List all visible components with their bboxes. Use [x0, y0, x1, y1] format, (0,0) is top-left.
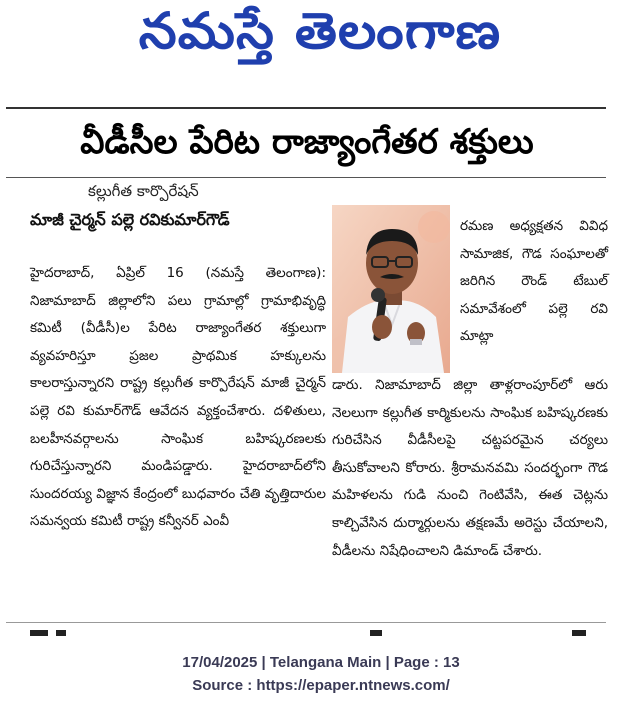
footer-edition-info: 17/04/2025 | Telangana Main | Page : 13 [182, 654, 460, 671]
article-body-column-1: హైదరాబాద్, ఏప్రిల్ 16 (నమస్తే తెలంగాణ): నిజామాబాద్ జిల్లాలోని పలు గ్రామాల్లో గ్రామాభివృద్ధి కమిటీ (వీడీసీ)ల పేరిట రాజ్యాంగేతర శక్తులుగా వ్యవహరిస్తూ ప్రజల ప్రాథమిక హక్కులను కాలరాస్తున్నారని రాష్ట్ర కల్లుగీత కార్పొరేషన్ మాజీ చైర్మన్ పల్లె రవి కుమార్‌గౌడ్ ఆవేదన వ్యక్తంచేశారు. దళితులు, బలహీనవర్గాలను సాంఘిక బహిష్కరణలకు గురిచేస్తున్నారని మండిపడ్డారు. హైదరాబాద్‌లోని సుందరయ్య విజ్ఞాన కేంద్రంలో బుధవారం చేతి వృత్తిదారుల సమన్వయ కమిటీ రాష్ట్ర కన్వీనర్ ఎంవీ [30, 265, 326, 530]
article-headline: వీడీసీల పేరిట రాజ్యాంగేతర శక్తులు [80, 122, 534, 162]
byline-designation: కల్లుగీత కార్పొరేషన్ [88, 182, 199, 200]
byline-name: మాజీ చైర్మన్ పల్లె రవికుమార్‌గౌడ్ [30, 210, 230, 229]
article-body-column-2-bottom: డారు. నిజామాబాద్ జిల్లా తాళ్లరాంపూర్‌లో ఆరు నెలలుగా కల్లుగీత కార్మికులను సాంఘిక బహిష్కరణకు గురిచేసిన వీడీసీలపై చట్టపరమైన చర్యలు తీసుకోవాలని కోరారు. శ్రీరామనవమి సందర్భంగా గౌడ మహిళలను గుడి నుంచి గెంటివేసి, ఈత చెట్లను కాల్చివేసిన దుర్మార్గులను తక్షణమే అరెస్టు చేయాలని, వీడీలను నిషేధించాలని డిమాండ్ చేశారు. [332, 377, 608, 559]
person-photo [332, 205, 450, 373]
bottom-divider [6, 622, 606, 623]
cut-off-text-fragment-right [332, 624, 606, 636]
footer-source-link[interactable]: Source : https://epaper.ntnews.com/ [192, 677, 450, 694]
headline-divider [6, 177, 606, 178]
cut-off-text-fragment-left [28, 624, 328, 636]
masthead-logo: నమస్తే తెలంగాణ [138, 1, 502, 60]
article-body-column-2-top: రమణ అధ్యక్షతన వివిధ సామాజిక, గౌడ సంఘాలతో జరిగిన రౌండ్ టేబుల్ సమావేశంలో పల్లె రవి మాట్లా [460, 218, 608, 345]
speaker-image [332, 205, 450, 373]
top-divider [6, 107, 606, 109]
